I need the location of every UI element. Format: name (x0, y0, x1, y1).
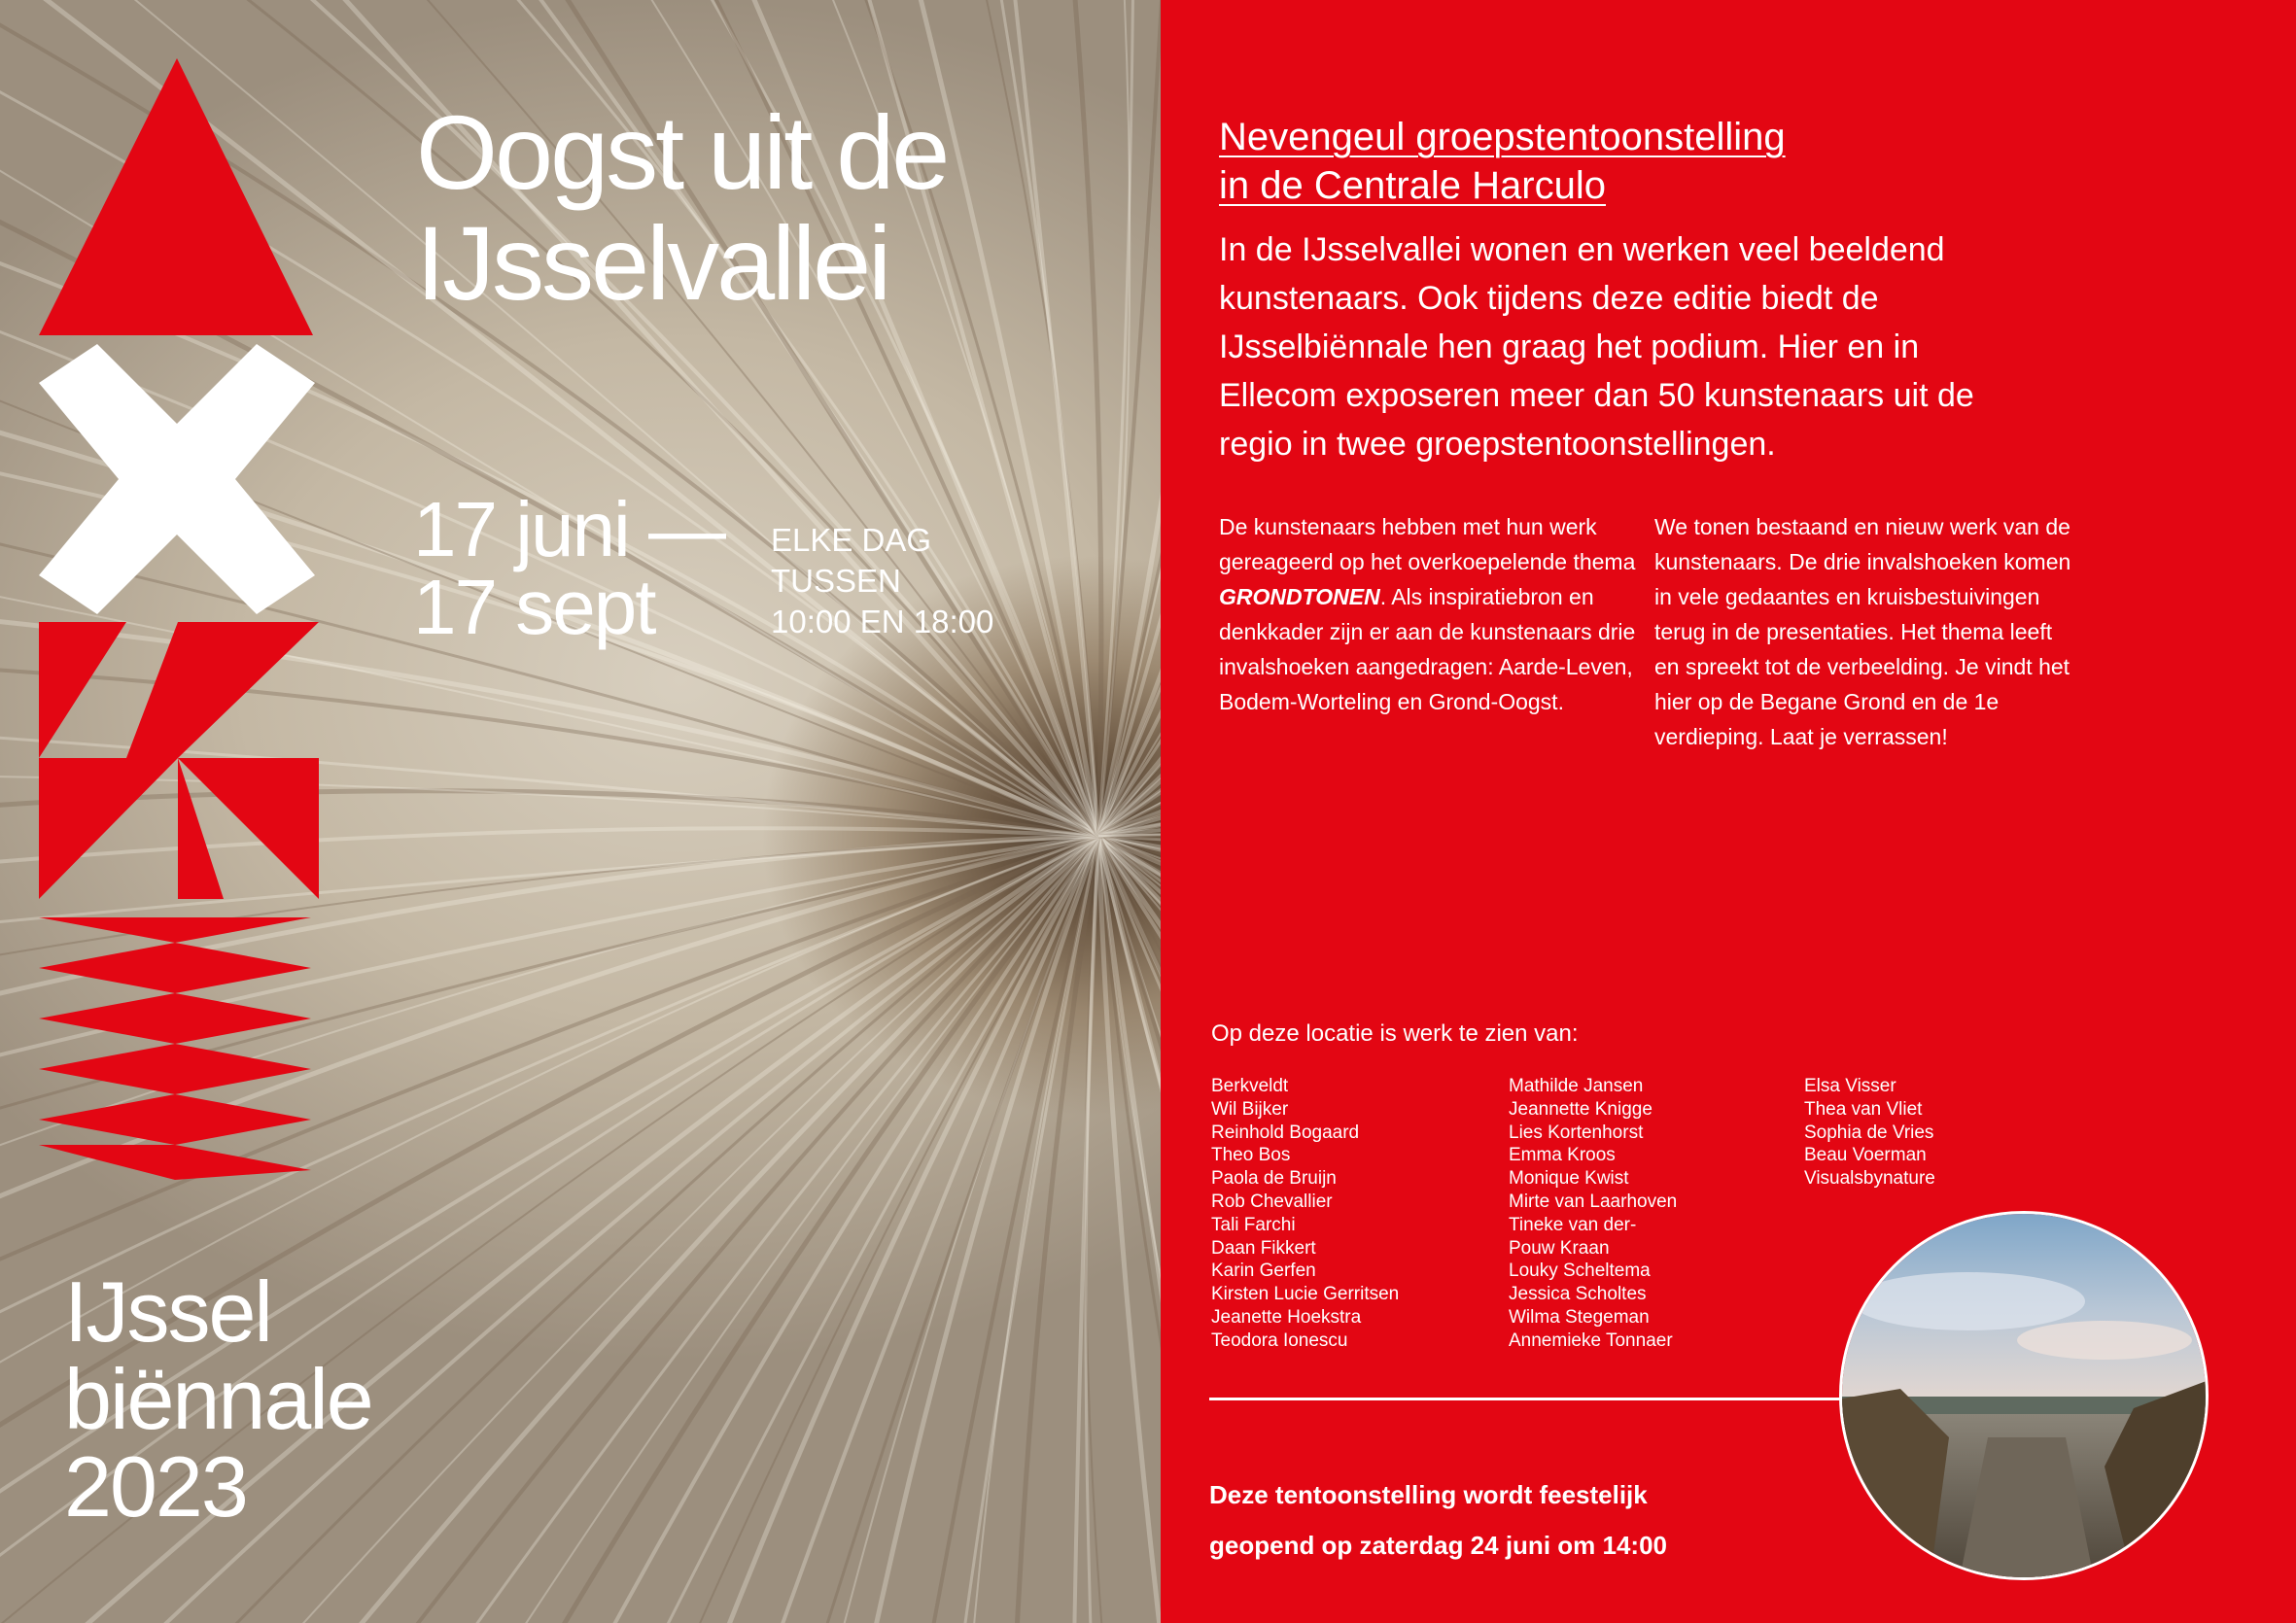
brand-wordmark (64, 1263, 372, 1535)
artist-name: Berkveldt (1211, 1076, 1289, 1096)
artist-name: Wilma Stegeman (1509, 1306, 1650, 1328)
artist-name: Visualsbynature (1804, 1168, 1935, 1190)
zigzag-diamonds-icon (39, 917, 311, 1180)
artist-name: Teodora Ionescu (1211, 1329, 1348, 1351)
title-line-1: Oogst uit de (416, 93, 948, 211)
col1-text-end: . Als inspiratiebron en denkkader zijn er aan de kunstenaars drie invalshoeken aangedragen: Aarde-Leven, Bodem-Worteling en Grond-Oogst. (1219, 584, 1636, 714)
hours-line-2: TUSSEN (771, 563, 901, 599)
artist-list-1 (1211, 1075, 1399, 1353)
artist-name: Rob Chevallier (1211, 1191, 1333, 1212)
subtitle-line-2: in de Centrale Harculo (1219, 164, 1606, 207)
artist-name: Elsa Visser (1804, 1076, 1896, 1096)
artist-name: Daan Fikkert (1211, 1237, 1316, 1259)
artist-name: Jeanette Hoekstra (1211, 1306, 1362, 1328)
lead-paragraph: In de IJsselvallei wonen en werken veel beeldend kunstenaars. Ook tijdens deze editie biedt de IJsselbiënnale hen graag het podium. Hier en in Ellecom exposeren meer dan 50 kunstenaars uit de regio in twee groepstentoonstellingen. (1219, 231, 1974, 463)
artist-name: Tineke van der- (1509, 1214, 1637, 1235)
artist-name: Reinhold Bogaard (1211, 1122, 1360, 1143)
landscape-photo (1839, 1211, 2209, 1580)
hours-line-3: 10:00 EN 18:00 (771, 604, 994, 639)
artist-name: Wil Bijker (1211, 1098, 1289, 1120)
opening-hours (771, 520, 993, 642)
artist-name: Sophia de Vries (1804, 1122, 1934, 1143)
artist-name: Thea van Vliet (1804, 1098, 1923, 1120)
artist-name: Louky Scheltema (1509, 1260, 1651, 1282)
divider (1209, 1398, 1843, 1400)
artist-name: Mirte van Laarhoven (1509, 1191, 1678, 1212)
pinwheel-icon (39, 622, 319, 899)
brand-line-1: IJssel (64, 1263, 271, 1360)
artists-heading: Op deze locatie is werk te zien van: (1211, 1020, 1579, 1047)
brand-geometric-pattern (0, 0, 330, 1195)
title-line-2: IJsselvallei (416, 204, 889, 322)
hours-line-1: ELKE DAG (771, 522, 932, 558)
artist-name: Monique Kwist (1509, 1168, 1629, 1190)
col1-text-start: De kunstenaars hebben met hun werk gereageerd op het overkoepelende thema (1219, 514, 1636, 574)
artist-list-3 (1804, 1075, 1935, 1191)
brand-line-2: biënnale (64, 1351, 372, 1447)
artist-name: Kirsten Lucie Gerritsen (1211, 1284, 1400, 1305)
opening-line-2: geopend op zaterdag 24 juni om 14:00 (1209, 1531, 1667, 1560)
artist-name: Mathilde Jansen (1509, 1076, 1644, 1096)
field-landscape-illustration (1842, 1214, 2209, 1580)
artist-name: Karin Gerfen (1211, 1260, 1316, 1282)
artist-list-2 (1509, 1075, 1677, 1353)
artist-name: Pouw Kraan (1509, 1237, 1610, 1259)
body-column-2: We tonen bestaand en nieuw werk van de kunstenaars. De drie invalshoeken komen in vele gedaantes en kruisbestuivingen terug in de presentaties. Het thema leeft en spreekt tot de verbeelding. Je vindt het hier op de Begane Grond en de 1e verdieping. Laat je verrassen! (1654, 514, 2071, 749)
artist-name: Paola de Bruijn (1211, 1168, 1337, 1190)
opening-announcement (1209, 1469, 1667, 1571)
brand-line-3: 2023 (64, 1438, 247, 1535)
date-end: 17 sept (413, 564, 655, 650)
subtitle-line-1: Nevengeul groepstentoonstelling (1219, 116, 1786, 158)
exhibition-dates (413, 486, 724, 650)
white-cross-icon (39, 344, 315, 614)
artist-name: Theo Bos (1211, 1145, 1291, 1166)
body-column-1 (1219, 509, 1647, 719)
red-triangle-icon (39, 58, 313, 335)
artist-name: Tali Farchi (1211, 1214, 1296, 1235)
artist-name: Jessica Scholtes (1509, 1284, 1647, 1305)
subtitle (1219, 113, 1786, 210)
opening-line-1: Deze tentoonstelling wordt feestelijk (1209, 1480, 1648, 1509)
artist-name: Annemieke Tonnaer (1509, 1329, 1673, 1351)
artist-name: Emma Kroos (1509, 1145, 1616, 1166)
artist-name: Jeannette Knigge (1509, 1098, 1652, 1120)
theme-name: GRONDTONEN (1219, 584, 1380, 609)
date-start: 17 juni — (413, 486, 724, 572)
artist-name: Beau Voerman (1804, 1145, 1927, 1166)
artist-name: Lies Kortenhorst (1509, 1122, 1644, 1143)
exhibition-title (416, 93, 948, 322)
info-panel (1161, 0, 2296, 1623)
